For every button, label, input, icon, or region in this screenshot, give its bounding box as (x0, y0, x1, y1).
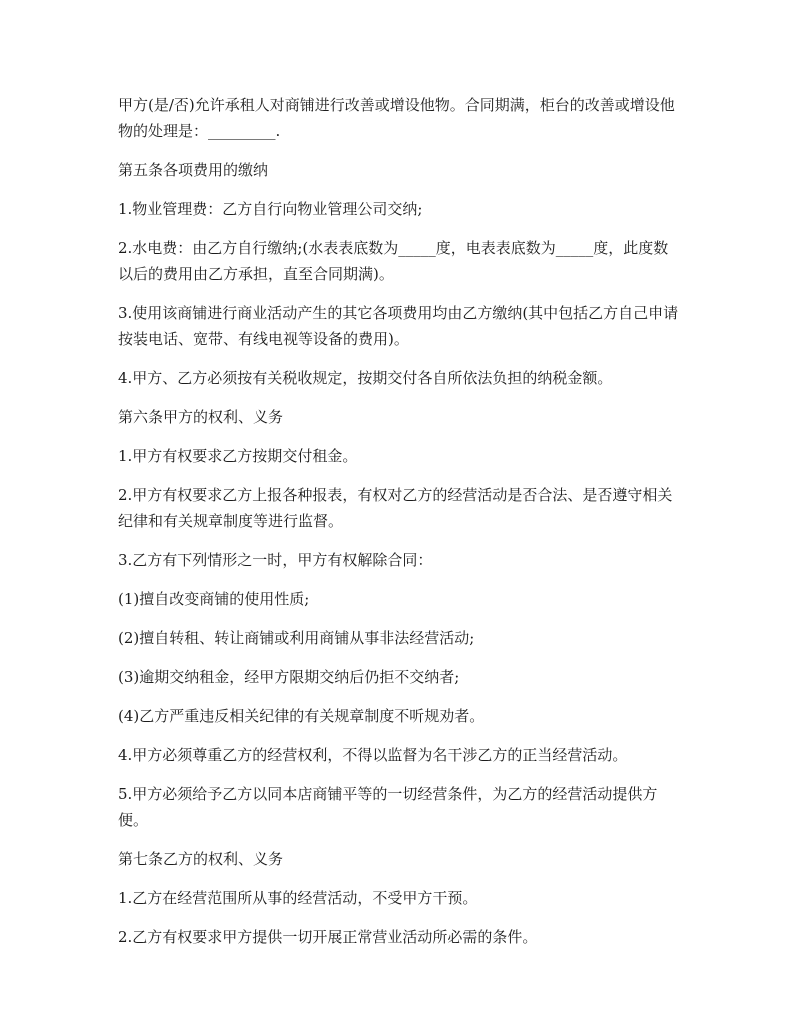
list-item-condition-1: (1)擅自改变商铺的使用性质; (118, 590, 310, 608)
paragraph-party-a-supervision: 2.甲方有权要求乙方上报各种报表，有权对乙方的经营活动是否合法、是否遵守相关纪律和有关规章制度等进行监督。 (118, 486, 673, 530)
heading-article-6: 第六条甲方的权利、义务 (118, 408, 284, 426)
paragraph-utility-fee: 2.水电费：由乙方自行缴纳;(水表表底数为_____度，电表表底数为_____度，此度数以后的费用由乙方承担，直至合同期满)。 (118, 239, 669, 283)
list-item-condition-3: (3)逾期交纳租金，经甲方限期交纳后仍拒不交纳者; (118, 668, 460, 686)
paragraph-party-a-respect: 4.甲方必须尊重乙方的经营权利，不得以监督为名干涉乙方的正当经营活动。 (118, 746, 628, 764)
paragraph-tax: 4.甲方、乙方必须按有关税收规定，按期交付各自所依法负担的纳税金额。 (118, 369, 613, 387)
heading-article-7: 第七条乙方的权利、义务 (118, 850, 284, 868)
paragraph-party-b-request: 2.乙方有权要求甲方提供一切开展正常营业活动所必需的条件。 (118, 928, 538, 946)
paragraph-party-b-freedom: 1.乙方在经营范围所从事的经营活动，不受甲方干预。 (118, 889, 478, 907)
paragraph-party-a-conditions: 5.甲方必须给予乙方以同本店商铺平等的一切经营条件，为乙方的经营活动提供方便。 (118, 785, 658, 829)
paragraph-party-a-rent: 1.甲方有权要求乙方按期交付租金。 (118, 447, 358, 465)
list-item-condition-4: (4)乙方严重违反相关纪律的有关规章制度不听规劝者。 (118, 707, 485, 725)
document-body (118, 92, 680, 963)
paragraph-termination-conditions: 3.乙方有下列情形之一时，甲方有权解除合同： (118, 551, 433, 569)
list-item-condition-2: (2)擅自转租、转让商铺或利用商铺从事非法经营活动; (118, 629, 475, 647)
heading-article-5: 第五条各项费用的缴纳 (118, 161, 269, 179)
paragraph-property-fee: 1.物业管理费：乙方自行向物业管理公司交纳; (118, 200, 423, 218)
paragraph-renovation-clause: 甲方(是/否)允许承租人对商铺进行改善或增设他物。合同期满，柜台的改善或增设他物的处理是：_________. (118, 96, 675, 140)
paragraph-other-fees: 3.使用该商铺进行商业活动产生的其它各项费用均由乙方缴纳(其中包括乙方自己申请按装电话、宽带、有线电视等设备的费用)。 (118, 304, 679, 348)
